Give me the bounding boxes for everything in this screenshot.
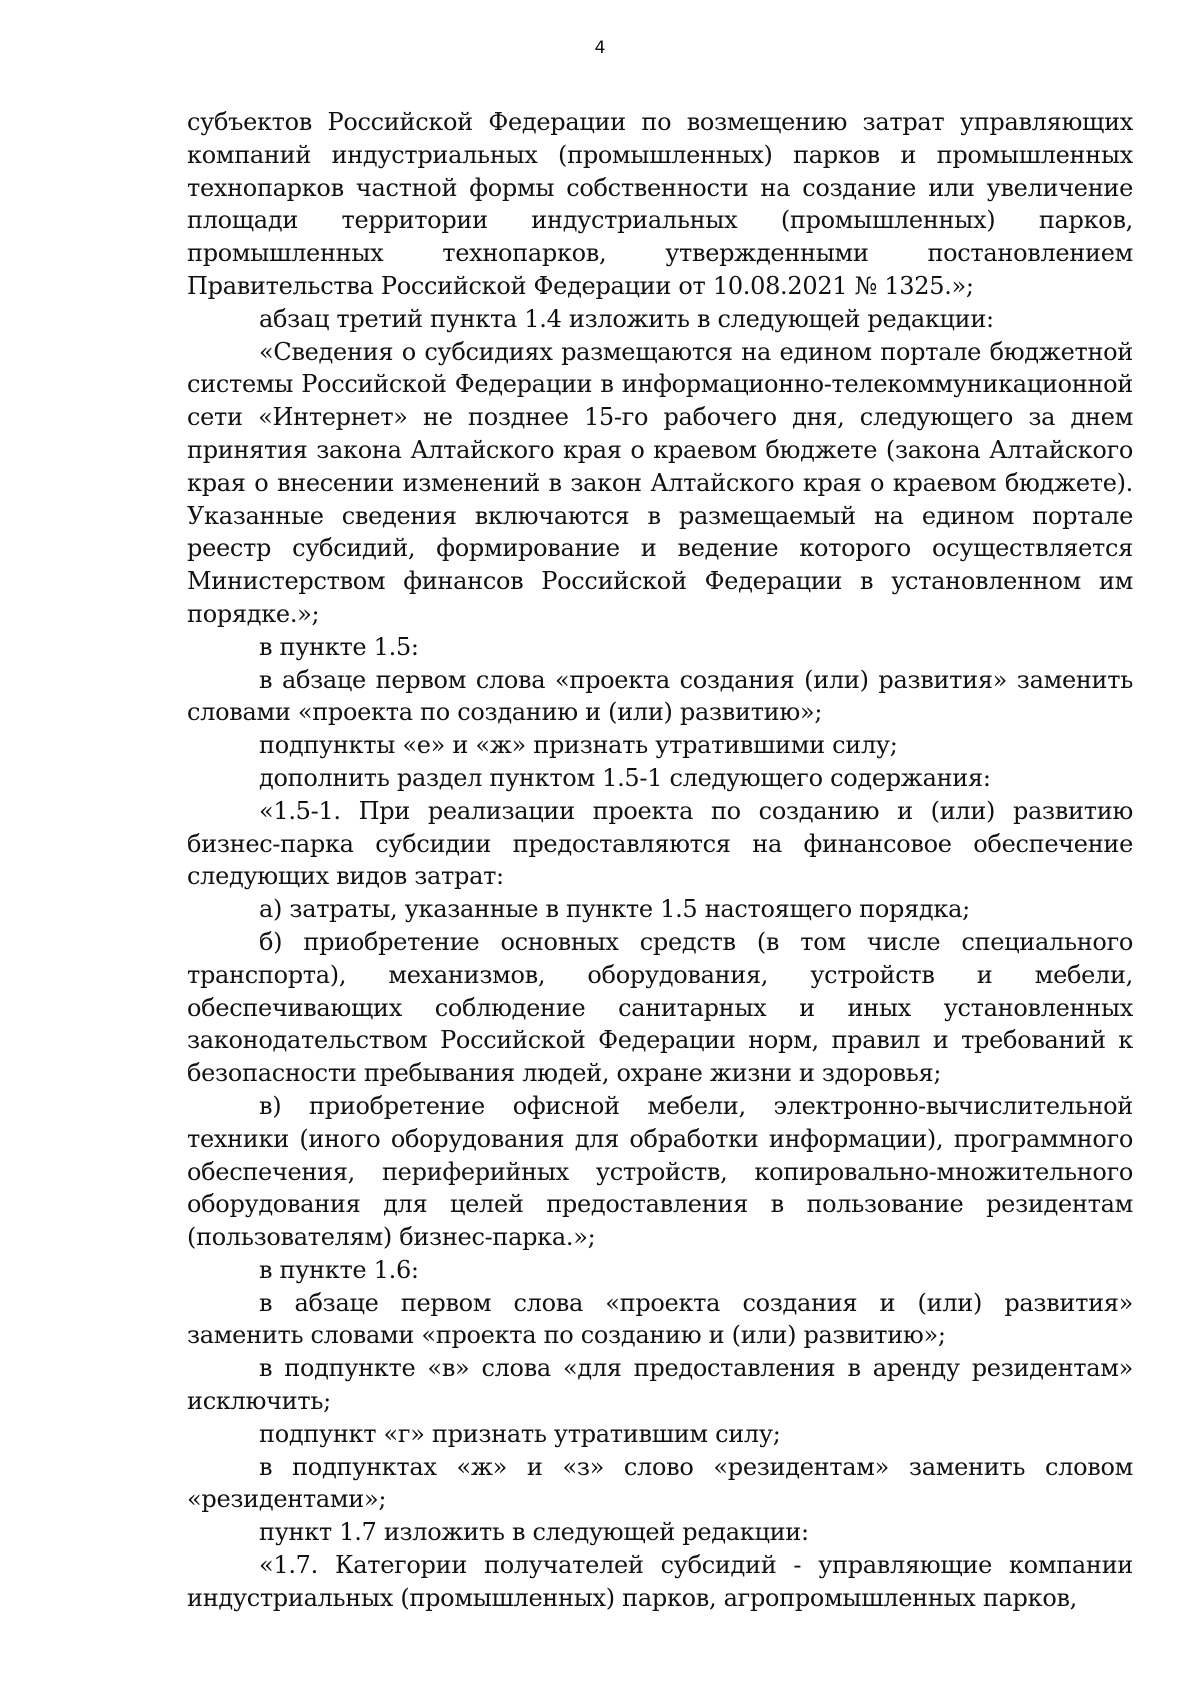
paragraph-16: в подпунктах «ж» и «з» слово «резидентам» заменить словом «резидентами»; (187, 1452, 1133, 1514)
paragraph-17: пункт 1.7 изложить в следующей редакции: (259, 1518, 809, 1547)
paragraph-1: субъектов Российской Федерации по возмещению затрат управляющих компаний индустриальных (промышленных) парков и промышленных технопарков частной формы собственности на создание или увеличение площади территории индустриальных (промышленных) парков, промышленных технопарков, утвержденными постановлением Правительства Российской Федерации от 10.08.2021 № 1325.»; (187, 108, 1133, 300)
paragraph-10: б) приобретение основных средств (в том числе специального транспорта), механизмов, оборудования, устройств и мебели, обеспечивающих соблюдение санитарных и иных установленных законодательством Российской Федерации норм, правил и требований к безопасности пребывания людей, охране жизни и здоровья; (187, 927, 1133, 1088)
document-body (187, 106, 1133, 1615)
paragraph-7: дополнить раздел пунктом 1.5-1 следующего содержания: (259, 763, 991, 792)
paragraph-11: в) приобретение офисной мебели, электронно-вычислительной техники (иного оборудования для обработки информации), программного обеспечения, периферийных устройств, копировально-множительного оборудования для целей предоставления в пользование резидентам (пользователям) бизнес-парка.»; (187, 1091, 1133, 1252)
paragraph-18: «1.7. Категории получателей субсидий - управляющие компании индустриальных (промышленных) парков, агропромышленных парков, (187, 1551, 1133, 1612)
paragraph-12: в пункте 1.6: (259, 1255, 419, 1284)
paragraph-6: подпункты «е» и «ж» признать утратившими силу; (259, 731, 898, 760)
paragraph-9: а) затраты, указанные в пункте 1.5 настоящего порядка; (259, 895, 970, 924)
paragraph-13: в абзаце первом слова «проекта создания и (или) развития» заменить словами «проекта по созданию и (или) развитию»; (187, 1288, 1133, 1350)
paragraph-4: в пункте 1.5: (259, 632, 419, 661)
page-number: 4 (594, 38, 606, 58)
paragraph-8: «1.5-1. При реализации проекта по созданию и (или) развитию бизнес-парка субсидии предоставляются на финансовое обеспечение следующих видов затрат: (187, 796, 1133, 891)
paragraph-14: в подпункте «в» слова «для предоставления в аренду резидентам» исключить; (187, 1354, 1133, 1416)
paragraph-2: абзац третий пункта 1.4 изложить в следующей редакции: (259, 304, 994, 333)
paragraph-5: в абзаце первом слова «проекта создания (или) развития» заменить словами «проекта по созданию и (или) развитию»; (187, 665, 1133, 727)
paragraph-15: подпункт «г» признать утратившим силу; (259, 1419, 781, 1448)
paragraph-3: «Сведения о субсидиях размещаются на едином портале бюджетной системы Российской Федерации в информационно-телекоммуникационной сети «Интернет» не позднее 15-го рабочего дня, следующего за днем принятия закона Алтайского края о краевом бюджете (закона Алтайского края о внесении изменений в закон Алтайского края о краевом бюджете). Указанные сведения включаются в размещаемый на едином портале реестр субсидий, формирование и ведение которого осуществляется Министерством финансов Российской Федерации в установленном им порядке.»; (187, 337, 1133, 628)
